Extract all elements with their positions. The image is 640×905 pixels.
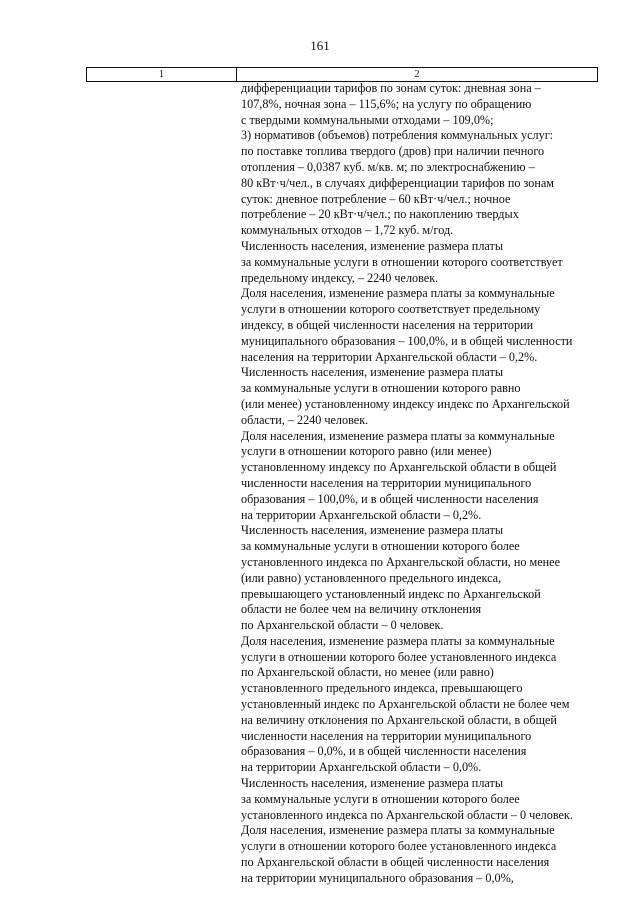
text-line: услуги в отношении которого соответствует предельному xyxy=(241,302,541,317)
text-line: за коммунальные услуги в отношении которого более xyxy=(241,791,520,806)
column-header-table xyxy=(86,67,598,82)
text-line: области, – 2240 человек. xyxy=(241,412,369,427)
text-line: отопления – 0,0387 куб. м/кв. м; по электроснабжению – xyxy=(241,159,535,174)
text-line: предельному индексу, – 2240 человек. xyxy=(241,270,439,285)
text-line: индексу, в общей численности населения на территории xyxy=(241,317,534,332)
text-line: муниципального образования – 100,0%, и в общей численности xyxy=(241,333,573,348)
text-line: на территории Архангельской области – 0,0%. xyxy=(241,760,482,775)
text-line: установленному индексу по Архангельской области в общей xyxy=(241,460,557,475)
text-line: 80 кВт·ч/чел., в случаях дифференциации тарифов по зонам xyxy=(241,175,555,190)
text-line: Численность населения, изменение размера платы xyxy=(241,776,504,791)
text-line: Численность населения, изменение размера платы xyxy=(241,365,504,380)
text-line: Доля населения, изменение размера платы за коммунальные xyxy=(241,428,555,443)
text-line: установленного предельного индекса, превышающего xyxy=(241,681,523,696)
text-line: по поставке топлива твердого (дров) при наличии печного xyxy=(241,144,545,159)
text-line: превышающего установленный индекс по Архангельской xyxy=(241,586,541,601)
text-line: 3) нормативов (объемов) потребления коммунальных услуг: xyxy=(241,128,554,143)
text-line: численности населения на территории муниципального xyxy=(241,728,532,743)
document-body xyxy=(241,81,603,887)
text-line: услуги в отношении которого равно (или менее) xyxy=(241,444,492,459)
text-line: по Архангельской области – 0 человек. xyxy=(241,618,444,633)
text-line: Доля населения, изменение размера платы за коммунальные xyxy=(241,286,555,301)
text-line: области не более чем на величину отклонения xyxy=(241,602,482,617)
text-line: коммунальных отходов – 1,72 куб. м/год. xyxy=(241,223,454,238)
text-line: установленного индекса по Архангельской области, но менее xyxy=(241,554,560,569)
text-line: на территории Архангельской области – 0,2%. xyxy=(241,507,482,522)
text-line: 107,8%, ночная зона – 115,6%; на услугу по обращению xyxy=(241,96,532,111)
text-line: Доля населения, изменение размера платы за коммунальные xyxy=(241,823,555,838)
text-line: (или менее) установленному индексу индекс по Архангельской xyxy=(241,396,570,411)
text-line: услуги в отношении которого более установленного индекса xyxy=(241,649,557,664)
text-line: численности населения на территории муниципального xyxy=(241,475,532,490)
text-line: Численность населения, изменение размера платы xyxy=(241,238,504,253)
text-line: Доля населения, изменение размера платы за коммунальные xyxy=(241,633,555,648)
page-number: 161 xyxy=(310,38,330,53)
text-line: за коммунальные услуги в отношении которого соответствует xyxy=(241,254,563,269)
text-line: по Архангельской области, но менее (или равно) xyxy=(241,665,494,680)
text-line: населения на территории Архангельской области – 0,2%. xyxy=(241,349,538,364)
column-1-header: 1 xyxy=(87,68,237,82)
text-line: образования – 100,0%, и в общей численности населения xyxy=(241,491,539,506)
text-line: на территории муниципального образования – 0,0%, xyxy=(241,870,514,885)
text-line: дифференциации тарифов по зонам суток: дневная зона – xyxy=(241,81,541,95)
text-line: установленного индекса по Архангельской области – 0 человек. xyxy=(241,807,573,822)
text-line: на величину отклонения по Архангельской области, в общей xyxy=(241,712,557,727)
text-line: образования – 0,0%, и в общей численности населения xyxy=(241,744,527,759)
text-line: потребление – 20 кВт·ч/чел.; по накоплению твердых xyxy=(241,207,519,222)
text-line: с твердыми коммунальными отходами – 109,0%; xyxy=(241,112,494,127)
text-line: за коммунальные услуги в отношении которого равно xyxy=(241,381,521,396)
text-line: Численность населения, изменение размера платы xyxy=(241,523,504,538)
text-line: по Архангельской области в общей численности населения xyxy=(241,855,550,870)
column-2-header: 2 xyxy=(237,68,598,82)
text-line: (или равно) установленного предельного индекса, xyxy=(241,570,502,585)
text-line: за коммунальные услуги в отношении которого более xyxy=(241,539,520,554)
text-line: суток: дневное потребление – 60 кВт·ч/чел.; ночное xyxy=(241,191,511,206)
text-line: услуги в отношении которого более установленного индекса xyxy=(241,839,557,854)
text-line: установленный индекс по Архангельской области не более чем xyxy=(241,697,570,712)
